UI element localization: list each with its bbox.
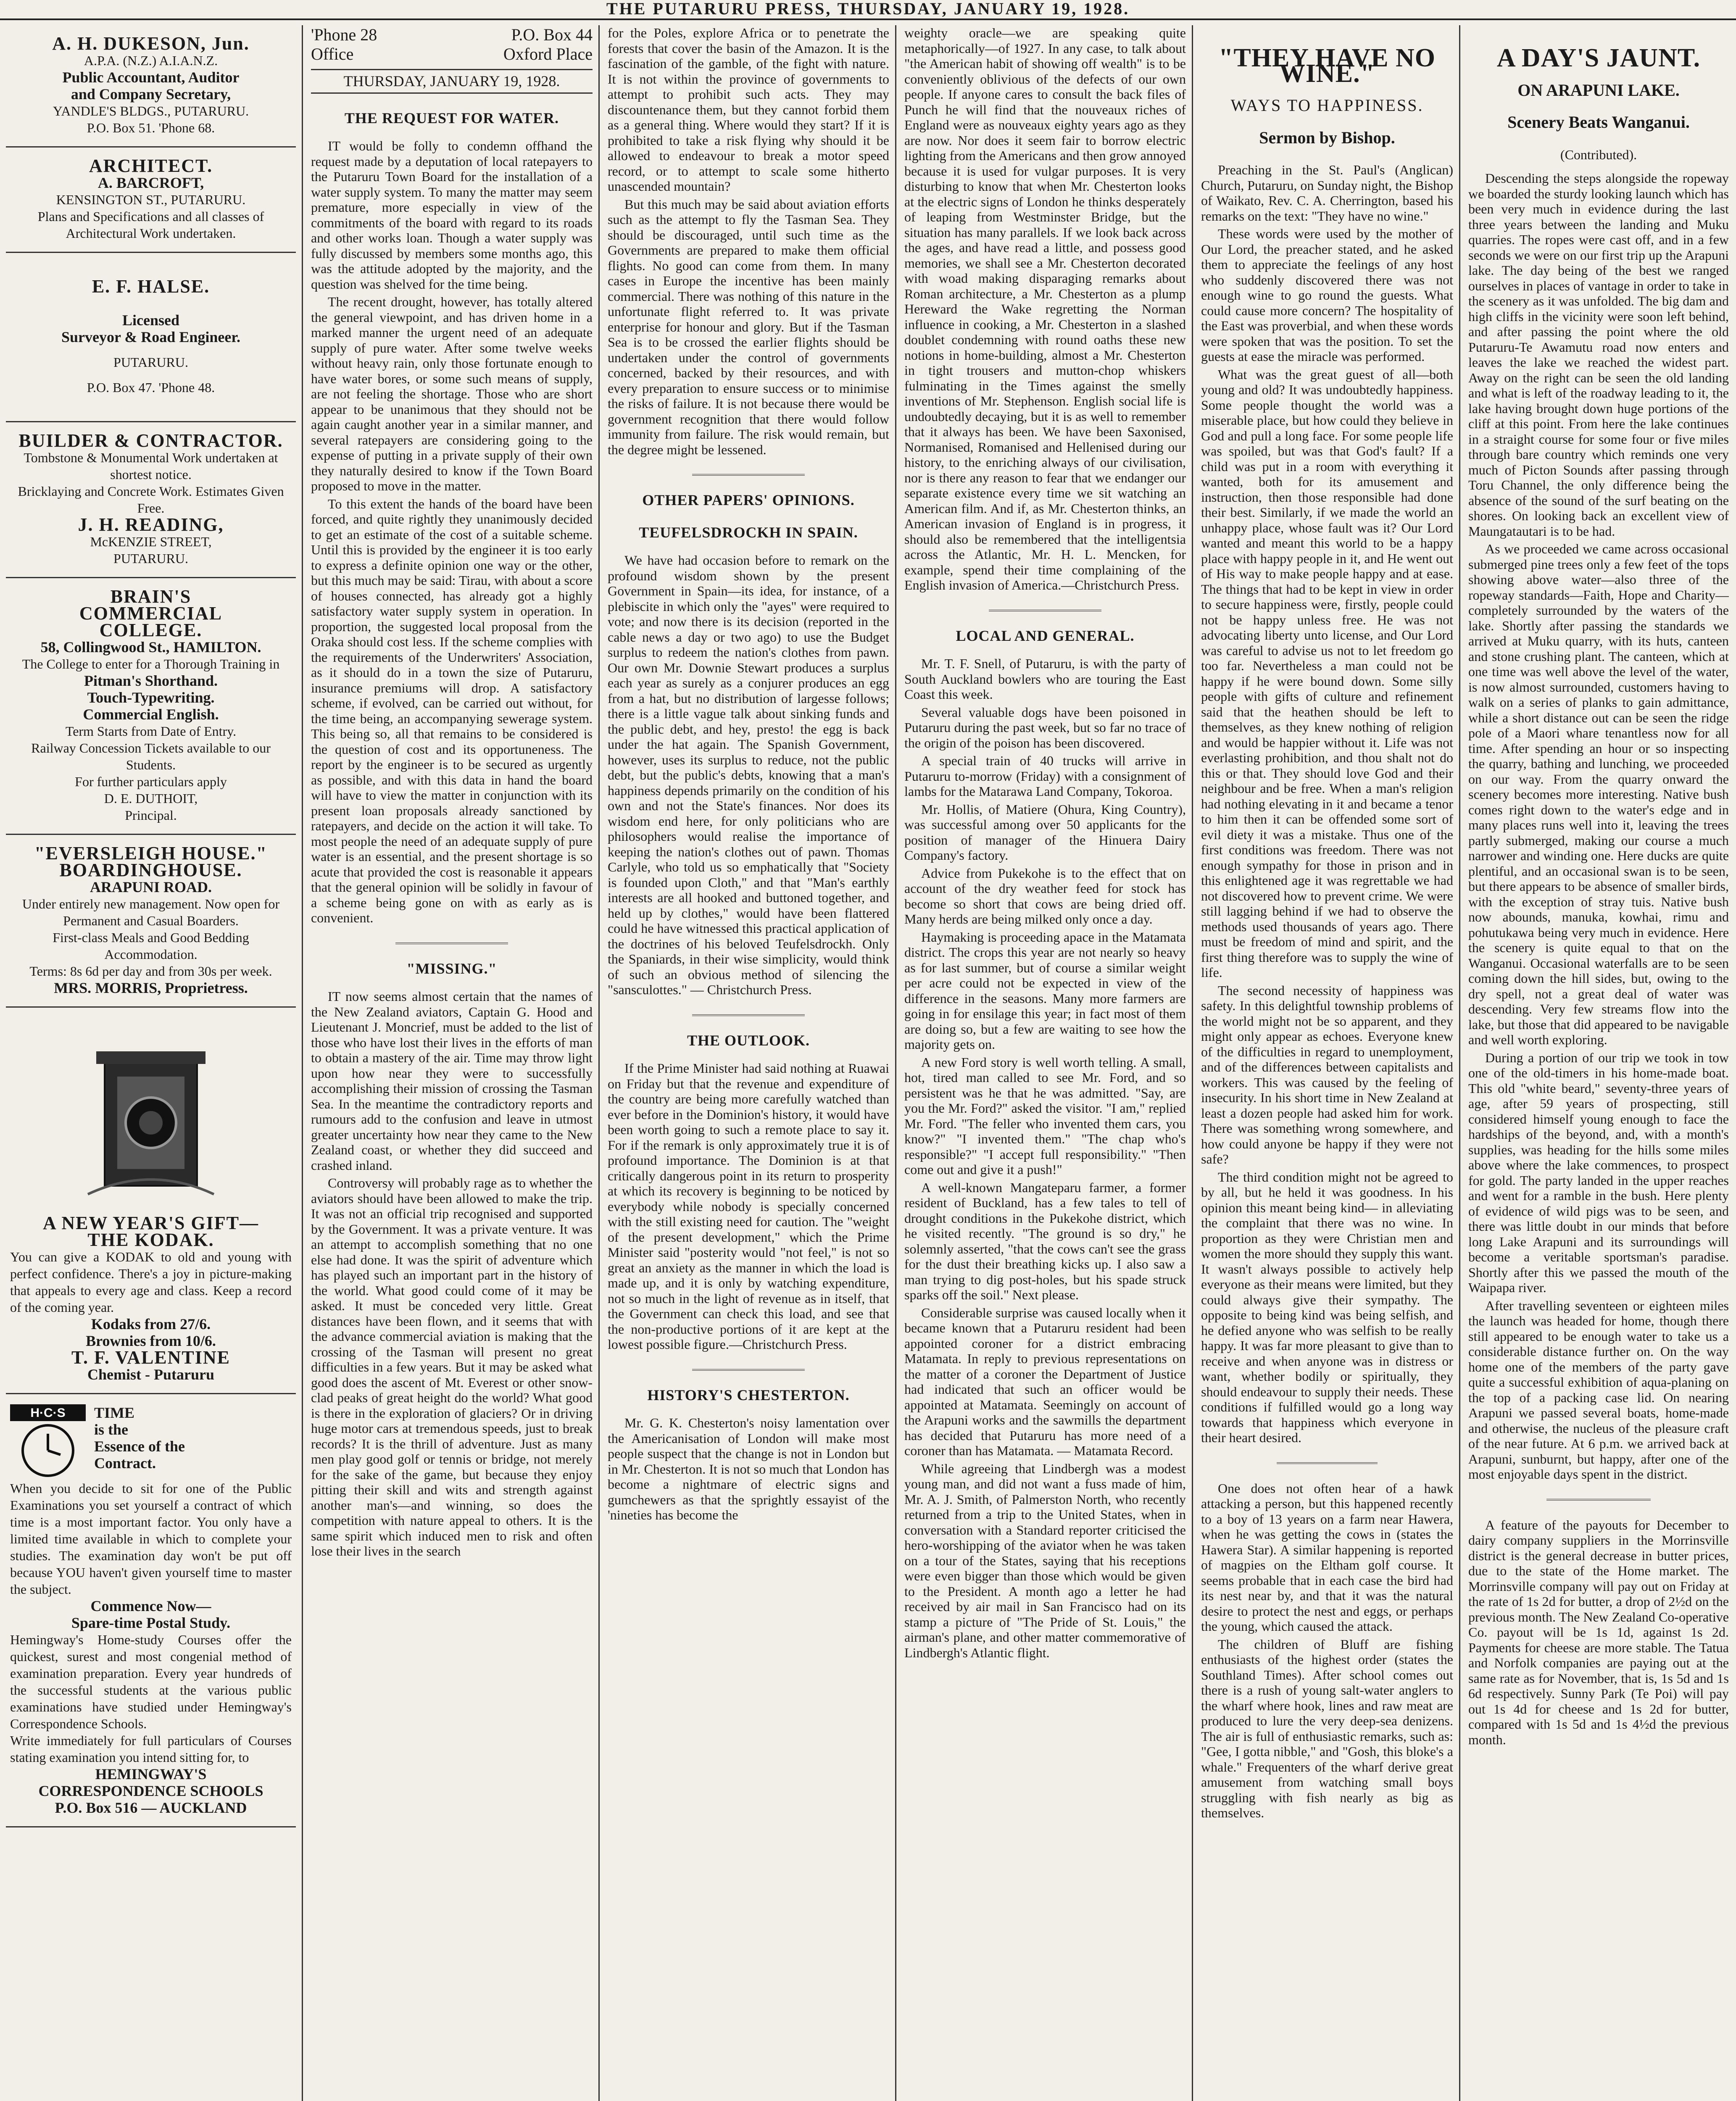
- editorial-column: [311, 25, 593, 2101]
- ad-college-heading2: COMMERCIAL: [79, 603, 223, 624]
- article-heading: HISTORY'S CHESTERTON.: [647, 1386, 850, 1403]
- local-general-column: [904, 25, 1186, 2101]
- article-paragraph: Controversy will probably rage as to whether the aviators should have been allowed to make the trip. It was not an official trip recognised and supported by the Government. It was a private venture. It was an attempt to accomplish something that no one else had done. It was the spirit of adventure which has played such an important part in the history of the world. What good could come of it may be asked. It must be conceded very little. Great distances have been flown, and it seems that with the advance commercial aviation is making that the crossing of the Tasman will present no great difficulties in a few years. But it may be asked what good does the ascent of Mt. Everest or other snow-clad peaks of great height do the world? What good is there in the exploration of glaciers? Or in driving huge motor cars at tremendous speeds, just to break records? It is the thrill of adventure. Just as many men play good golf or tennis or bridge, not merely for the sake of the game, but because they enjoy pitting their skill and wits and strength against another man's—and winning, so does the competition with nature appeal to others. It is the same spirit which induced men to risk and often lose their lives in the search: [311, 1175, 593, 1559]
- article-heading: LOCAL AND GENERAL.: [956, 627, 1135, 644]
- ad-architect-name: A. BARCROFT,: [97, 174, 204, 191]
- column-rule: [1459, 25, 1460, 2101]
- news-item: Haymaking is proceeding apace in the Matamata district. The crops this year are not nearly so heavy as for last summer, but of course a similar weight per acre could not be expected in view of the difference in the seasons. Many more farmers are going in for ensilage this year; in fact most of them are doing so, but a few are waiting to see how the majority gets on.: [904, 929, 1186, 1052]
- kodak-camera-illustration: [79, 1026, 222, 1203]
- ad-architect-desc: Plans and Specifications and all classes of Architectural Work undertaken.: [37, 209, 264, 241]
- ad-builder: [6, 422, 296, 578]
- ad-kodak-body: You can give a KODAK to old and young with perfect confidence. There's a joy in picture-making that appeals to every age and class. Keep a record of the coming year.: [10, 1249, 292, 1315]
- editorial-dateline: THURSDAY, JANUARY 19, 1928.: [311, 69, 593, 94]
- ad-halse-phone: P.O. Box 47. 'Phone 48.: [87, 380, 215, 395]
- news-item: A special train of 40 trucks will arrive in Putaruru to-morrow (Friday) with a consignment of lambs for the Matarawa Land Company, Tokoroa.: [904, 753, 1186, 799]
- office-pobox: P.O. Box 44: [511, 25, 593, 44]
- ad-halse-name: E. F. HALSE.: [92, 276, 210, 297]
- ad-hemingway-commence: Commence Now—: [90, 1598, 211, 1614]
- ad-eversleigh-heading2: BOARDINGHOUSE.: [59, 860, 242, 880]
- ad-hemingway-schools1: HEMINGWAY'S: [95, 1766, 207, 1782]
- news-item: While agreeing that Lindbergh was a modest young man, and did not want a fuss made of him, Mr. A. J. Smith, of Palmerston North, who recently returned from a trip to the United States, when in conversation with a Standard reporter criticised the hero-worshipping of the aviator when he was taken on a tour of the States, saying that his receptions were even bigger than those which would be given to the President. A month ago a letter he had received by air mail in San Francisco had on its stamp a picture of "The Pride of St. Louis," the airman's plane, and other matter commemorative of Lindbergh's Atlantic flight.: [904, 1461, 1186, 1660]
- news-item: The children of Bluff are fishing enthusiasts of the highest order (states the Southland Times). After school comes out there is a rush of young salt-water anglers to the wharf where hook, lines and raw meat are produced to lure the very deep-sea denizens. The air is full of enthusiastic remarks, such as: "Gee, I gotta nibble," and "Gosh, this bloke's a whale." Frequenters of the wharf derive great amusement from watching small boys struggling with fish nearly as big as themselves.: [1201, 1636, 1453, 1820]
- section-divider: [395, 943, 508, 944]
- masthead: THE PUTARURU PRESS, THURSDAY, JANUARY 19, 1928.: [0, 0, 1736, 20]
- article-heading: THE OUTLOOK.: [687, 1032, 810, 1049]
- section-divider: [989, 610, 1101, 611]
- jaunt-column: [1468, 25, 1729, 2101]
- ad-college-line5: Term Starts from Date of Entry.: [65, 724, 237, 739]
- article-paragraph: The recent drought, however, has totally altered the general viewpoint, and has driven home in a marked manner the urgent need of an adequate supply of pure water. After some twelve weeks without heavy rain, only those fortunate enough to have water bores, or some such means of supply, are not feeling the shortage. Those who are short appear to be unanimous that they should not be again caught another year in a similar manner, and several ratepayers are considering going to the expense of putting in a private supply of their own they naturally desired to know if the Town Board proposed to move in the matter.: [311, 294, 593, 493]
- article-paragraph: These words were used by the mother of Our Lord, the preacher stated, and he asked them to appreciate the feelings of any host who suddenly discovered there was not enough wine to go round the guests. What could cause more concern? The hospitality of the East was proverbial, and when these words were spoken that was the position. To set the guests at ease the miracle was performed.: [1201, 226, 1453, 364]
- news-item: A well-known Mangateparu farmer, a former resident of Buckland, has a few tales to tell of drought conditions in the Pukekohe district, which he visited recently. "The ground is so dry," he solemnly asserted, "that the cows can't see the grass for the dust their breathing kicks up. I also saw a man trying to dig post-holes, but his spade struck sparks off the soil." Next please.: [904, 1180, 1186, 1302]
- article-paragraph: for the Poles, explore Africa or to penetrate the forests that cover the basin of the Amazon. It is the fascination of the gamble, of the fight with nature. It is not within the province of governments to attempt to prohibit such acts. They may discountenance them, but they cannot forbid them as a general thing. Where would they start? If it is prohibited to take a risk flying why should it be allowed to endeavour to break a motor speed record, or to attempt to scale some hitherto unascended mountain?: [608, 25, 889, 194]
- ad-hemingway-box: P.O. Box 516 — AUCKLAND: [55, 1799, 247, 1816]
- article-heading: OTHER PAPERS' OPINIONS.: [642, 492, 855, 508]
- article-headline: "THEY HAVE NO WINE.": [1219, 44, 1436, 88]
- article-paragraph: If the Prime Minister had said nothing at Ruawai on Friday but that the revenue and expenditure of the country are being more carefully watched than ever before in the Dominion's history, it would have been worth going to such a remote place to say it. For if the remark is only approximately true it is of profound importance. The Dominion is at that critically dangerous point in its return to prosperity at which its recovery is beginning to be noticed by everybody while nobody is specially concerned with the still existing need for caution. The "weight of the present development," which the Prime Minister said "posterity would "not feel," is not so great an anxiety as the manner in which the load is made up, and it is only by watching expenditure, not so much in the light of revenue as in itself, that the Government can check this load, and see that the non-productive portions of it are kept at the lowest possible figure.—Christchurch Press.: [608, 1061, 889, 1352]
- news-item: Advice from Pukekohe is to the effect that on account of the dry weather feed for stock has become so short that cows are being dried off. Many herds are being milked only once a day.: [904, 865, 1186, 927]
- ad-hemingway: [6, 1394, 296, 1827]
- ad-halse-place: PUTARURU.: [113, 355, 188, 370]
- ad-college-line7: For further particulars apply: [75, 774, 227, 789]
- section-divider: [1546, 1499, 1651, 1501]
- ad-college-heading3: COLLEGE.: [99, 620, 203, 640]
- article-heading: THE REQUEST FOR WATER.: [344, 109, 559, 126]
- ad-hemingway-body: When you decide to sit for one of the Public Examinations you set yourself a contract of which time is a most important factor. You only have a limited time available in which to complete your studies. The examination day won't be put off because YOU haven't given yourself time to master the subject.: [10, 1481, 292, 1597]
- ad-hemingway-title3: Essence of the: [94, 1438, 185, 1455]
- article-paragraph: Descending the steps alongside the ropeway we boarded the sturdy looking launch which has been very much in evidence during the last three years between the landing and Muku quarries. The ropes were cast off, and in a few seconds we were on our first trip up the Arapuni lake. The day being of the best we ranged ourselves in places of vantage in order to take in the scenery as it was unfolded. The big dam and high cliffs in the vicinity were soon left behind, and after passing the point where the old Putaruru-Te Awamutu road now enters and leaves the lake we reached the widest part. Away on the right can be seen the old landing and what is left of the roadway leading to it, the lake having brought down huge portions of the cliff at this point. From here the lake continues in a straight course for some four or five miles through bare country which reminds one very much of Picton Sounds after passing through Toru Channel, the only difference being the absence of the sound of the surf beating on the shores. On looking back an excellent view of Maungatautari is to be had.: [1468, 171, 1729, 539]
- ad-dukeson-phone: P.O. Box 51. 'Phone 68.: [87, 120, 215, 135]
- ad-builder-place: PUTARURU.: [113, 551, 188, 566]
- ad-kodak-heading2: THE KODAK.: [87, 1230, 214, 1250]
- ad-hemingway-header: [10, 1404, 292, 1480]
- ad-college-line2: Pitman's Shorthand.: [84, 672, 218, 689]
- ad-eversleigh-road: ARAPUNI ROAD.: [90, 879, 212, 895]
- ad-halse-line1: Licensed: [122, 312, 179, 329]
- ad-kodak-chemist2: Chemist - Putaruru: [87, 1366, 214, 1383]
- ad-hemingway-title1: TIME: [94, 1404, 135, 1421]
- article-paragraph: IT would be folly to condemn offhand the request made by a deputation of local ratepayers to the Putaruru Town Board for the installation of a water supply system. To many the matter may seem premature, more especially in view of the commitments of the board with regard to its roads and other works loan. Though a water supply was fully discussed by members some months ago, this was the attitude adopted by the majority, and the question was shelved for the time being.: [311, 138, 593, 292]
- ad-college-line4: Commercial English.: [83, 706, 219, 723]
- ad-hemingway-body3: Write immediately for full particulars of Courses stating examination you intend sitting for, to: [10, 1733, 292, 1765]
- news-item: A new Ford story is well worth telling. A small, hot, tired man called to see Mr. Ford, and so persistent was he that he was admitted. "Say, are you the Mr. Ford?" asked the visitor. "I am," replied Mr. Ford. "The feller who invented them cars, you know?" "I invented them." "The chap who's responsible?" "I accept full responsibility." "Then come out and give it a push!": [904, 1054, 1186, 1177]
- ad-dukeson-title2: and Company Secretary,: [71, 86, 231, 103]
- ad-college-line6: Railway Concession Tickets available to our Students.: [31, 740, 271, 772]
- ad-college-principal-title: Principal.: [125, 808, 177, 823]
- ad-architect-address: KENSINGTON ST., PUTARURU.: [56, 192, 246, 207]
- office-contact: [311, 25, 593, 45]
- ad-hemingway-body2: Hemingway's Home-study Courses offer the quickest, surest and most congenial method of examination preparation. Every year hundreds of the successful students at the various public examinations have studied under Hemingway's Correspondence Schools.: [10, 1632, 292, 1731]
- ad-eversleigh-proprietor: MRS. MORRIS, Proprietress.: [54, 979, 248, 996]
- opinions-column: [608, 25, 889, 2101]
- article-paragraph: What was the great guest of all—both young and old? It was undoubtedly happiness. Some people thought the world was a miserable place, but how could they believe in God and pull a long face. For some people life was spoiled, but was that God's fault? If a child was put in a room with everything it wanted, both for its amusement and instruction, then those responsible had done their best. Similarly, if we made the world an unhappy place, whose fault was it? Our Lord wanted and meant this world to be a happy place with happy people in it, and He went out of His way to make people happy and at ease. The things that had to be kept in view in order to secure happiness were, firstly, people could not be happy unless free. He was not advocating liberty unto license, and Our Lord was careful to advise us not to let freedom go too far. Nevertheless a man could not be happy if he were bound down. Some silly people with gifts of culture and refinement said that the heathen should be left to themselves, as they knew nothing of religion and would be happier without it. Life was not everlasting prohibition, and thou shalt not do this or that. They should love God and their neighbour and be free. When a man's religion had nothing elevating in it and became a tenor to him then it can be offended some sort of evil diety it was a mistake. Thus one of the first conditions was freedom. There was not enough sympathy for those in prison and in this enlightened age it was regrettable we had not discovered how to prevent crime. We were still lagging behind if we had to observe the methods used thousands of years ago. There must be freedom of mind and spirit, and the first thing therefore was to supply the wine of life.: [1201, 366, 1453, 980]
- ad-kodak: [6, 1008, 296, 1394]
- column-rule: [895, 25, 896, 2101]
- article-paragraph: weighty oracle—we are speaking quite metaphorically—of 1927. In any case, to talk about "the American habit of showing off wealth" is to be conveniently oblivious of the defects of our own people. If anyone cares to consult the back files of Punch he will find that the nouveaux riches of England were as nouveaux eighty years ago as they are now. Nor does it seem fair to borrow electric lighting from the Americans and then grow annoyed because it is used for vulgar purposes. It is very disturbing to know that when Mr. Chesterton looks at the electric signs of London he thinks desperately of leaping from Westminster Bridge, but the situation has many parallels. If we look back across the ages, and have read a little, and possess good memories, we shall see a Mr. Chesterton decorated with woad making disparaging remarks about Roman architecture, a Mr. Chesterton as a plump Hereward the Wake regretting the Norman influence in cooking, a Mr. Chesterton in a slashed doublet condemning with round oaths these new notions in home-building, almost a Mr. Chesterton in tight trousers and mutton-chop whiskers fulminating in the Times against the smelly inventions of Mr. Stephenson. English social life is undoubtedly decaying, but it is as well to remember that it always has been. We have been Saxonised, Normanised, Romanised and Hellenised during our history, to the enriching always of our civilisation, nor is there any reason to fear that we endanger our separate existence every time we sit watching an American film. And if, as Mr. Chesterton thinks, an American invasion of England is in progress, it should also be remembered that the intelligentsia across the Atlantic, Mr. H. L. Mencken, for example, spend their time complaining of the English invasion of America.—Christchurch Press.: [904, 25, 1186, 592]
- ad-kodak-price1: Kodaks from 27/6.: [91, 1316, 211, 1332]
- article-subheading: ON ARAPUNI LAKE.: [1517, 80, 1680, 100]
- ads-column: [6, 25, 296, 2101]
- article-subheading: Sermon by Bishop.: [1259, 128, 1395, 147]
- ad-eversleigh-line3: Terms: 8s 6d per day and from 30s per week.: [29, 964, 272, 979]
- sermon-column: [1201, 25, 1453, 2101]
- hcs-logo-icon: [10, 1404, 86, 1480]
- ad-kodak-chemist: T. F. VALENTINE: [71, 1347, 231, 1368]
- hcs-logo-text: H·C·S: [30, 1406, 66, 1420]
- article-paragraph: Mr. G. K. Chesterton's noisy lamentation over the Americanisation of London will make most people suspect that the change is not in London but in Mr. Chesterton. It is not so much that London has become a nightmare of electric signs and gumchewers as that the sprightly essayist of the 'nineties has become the: [608, 1415, 889, 1522]
- news-item: Several valuable dogs have been poisoned in Putaruru during the past week, but so far no trace of the origin of the poison has been discovered.: [904, 704, 1186, 750]
- ad-college-principal: D. E. DUTHOIT,: [104, 791, 198, 806]
- ad-hemingway-title4: Contract.: [94, 1455, 156, 1472]
- article-paragraph: We have had occasion before to remark on the profound wisdom shown by the present Government in Spain—its idea, for instance, of a plebiscite in which only the "ayes" were required to vote; and now there is its decision (reported in the cable news a day or two ago) to use the Budget surplus to redeem the nation's clothes from pawn. Our own Mr. Downie Stewart produces a surplus each year as surely as a conjurer produces an egg from a hat, but no distribution of largesse follows; there is a little vague talk about sinking funds and the public debt, and hey, presto! the egg is back under the hat again. The Spanish Government, however, uses its surplus to reduce, not the public debt, but the public's debts, knowing that a man's happiness depends primarily on the condition of his own and not the State's finances. Nor does its wisdom end here, for only politicians who are philosophers would realise the importance of keeping the nation's clothes out of pawn. Thomas Carlyle, who told us so emphatically that "Society is founded upon Cloth," and that "Man's earthly interests are all hooked and buttoned together, and held up by clothes," would have been flattered could he have witnessed this practical application of the doctrines of his beloved Teufelsdrockh. Only the Spaniards, in their wise simplicity, would think of such an obvious method of silencing the "sansculottes." — Christchurch Press.: [608, 553, 889, 997]
- article-paragraph: The third condition might not be agreed to by all, but he held it was goodness. In his opinion this meant being kind— in alleviating the complaint that there was no wine. In proportion as they were Christian men and women the more should they supply this want. It wasn't always possible to actively help everyone as their means were limited, but they could always give their sympathy. The opposite to being kind was being selfish, and he defied anyone who was selfish to be really happy. It was far more pleasant to give than to receive and when anyone was in distress or want, whether bodily or spiritually, they should endeavour to supply their needs. These conditions if fulfilled would go a long way towards that happiness which everyone in their heart desired.: [1201, 1169, 1453, 1445]
- article-subheading: WAYS TO HAPPINESS.: [1230, 96, 1424, 115]
- ad-hemingway-spare: Spare-time Postal Study.: [71, 1614, 231, 1631]
- ad-hemingway-title2: is the: [94, 1421, 128, 1438]
- ad-halse-line2: Surveyor & Road Engineer.: [61, 329, 241, 345]
- ad-builder-heading: BUILDER & CONTRACTOR.: [18, 430, 283, 451]
- ad-builder-line2: Bricklaying and Concrete Work. Estimates Given Free.: [18, 484, 284, 516]
- ad-architect: [6, 147, 296, 253]
- ad-kodak-price2: Brownies from 10/6.: [86, 1332, 216, 1349]
- article-paragraph: As we proceeded we came across occasional submerged pine trees only a few feet of the tops showing above water—also three of the ropeway standards—Faith, Hope and Charity—completely surrounded by the waters of the lake. Shortly after passing the standards we arrived at Muku quarry, with its huts, canteen and stone crushing plant. The canteen, which at one time was well above the level of the water, is now almost surrounded, customers having to walk on a series of planks to gain admittance, while a short distance out can be seen the ridge pole of a Maori whare tenantless now for all time. After spending an hour or so inspecting the quarry, bathing and lunching, we proceeded on our way. From the quarry onward the scenery becomes more interesting. Native bush comes right down to the water's edge and in many places runs well into it, leaving the trees partly submerged, making our course a much narrower and winding one. Here ducks are quite plentiful, and an occasional swan is to be seen, but there appears to be absence of smaller birds, with the exception of stray tuis. Native bush now abounds, manuka, kowhai, rimu and pohutukawa being very much in evidence. Here the scenery is quite equal to that on the Wanganui. Occasional waterfalls are to be seen coming down the hill sides, but, owing to the dry spell, not a great deal of water was descending. Very few streams flow into the lake, but those that did appeared to be navigable and well worth exploring.: [1468, 541, 1729, 1047]
- article-paragraph: After travelling seventeen or eighteen miles the launch was headed for home, though there still appeared to be enough water to take us a considerable distance further on. On the way home one of the members of the party gave quite a successful exhibition of aqua-planing on the top of a packing case lid. On nearing Arapuni we passed several boats, home-made and otherwise, the nucleus of the pleasure craft of the near future. At 6 p.m. we arrived back at Arapuni, sunburnt, but happy, after one of the most enjoyable days spent in the district.: [1468, 1298, 1729, 1482]
- office-place: Oxford Place: [503, 45, 593, 63]
- article-paragraph: To this extent the hands of the board have been forced, and quite rightly they unanimously decided to get an estimate of the cost of a suitable scheme. Until this is provided by the engineer it is too early to express a definite opinion one way or the other, but this much may be said: Tirau, with about a score of houses connected, has already got a highly satisfactory water supply system in operation. In proportion, the suggested local proposal from the Oraka should cost less. If the scheme complies with the requirements of the Underwriters' Association, as it should do in a town the size of Putaruru, insurance premiums will drop. A satisfactory scheme, if evolved, can be carried out without, for the time being, an accompanying sewerage system. This being so, all that remains to be considered is the question of cost and its opportuneness. The report by the engineer is to be secured as urgently as possible, and with this data in hand the board will have to view the matter in conjunction with its present loan proposals already sanctioned by ratepayers, and decide on the action it will take. To most people the need of an adequate supply of pure water is an essential, and the present shortage is so acute that provided the cost is reasonable it appears that the general opinion will be solidly in favour of a scheme being gone on with as early as is convenient.: [311, 496, 593, 925]
- ad-dukeson: [6, 25, 296, 147]
- article-paragraph: Preaching in the St. Paul's (Anglican) Church, Putaruru, on Sunday night, the Bishop of Waikato, Rev. C. A. Cherrington, based his remarks on the text: "They have no wine.": [1201, 162, 1453, 224]
- article-paragraph: The second necessity of happiness was safety. In this delightful township problems of the world might not be so apparent, and they might only appear as echoes. Everyone knew of the difficulties in regard to unemployment, and of the differences between capitalists and workers. This was caused by the feeling of insecurity. In his short time in New Zealand at least a dozen people had asked him for work. There was something wrong somewhere, and how could anyone be happy if they were not safe?: [1201, 982, 1453, 1166]
- ad-college-heading1: BRAIN'S: [110, 586, 192, 607]
- ad-eversleigh: [6, 835, 296, 1008]
- office-phone: 'Phone 28: [311, 25, 377, 44]
- office-address: [311, 45, 593, 64]
- ad-college-line1: The College to enter for a Thorough Training in: [22, 656, 280, 671]
- section-divider: [692, 1014, 805, 1016]
- news-item: A feature of the payouts for December to dairy company suppliers in the Morrinsville district is the general decrease in butter prices, due to the state of the Home market. The Morrinsville company will pay out on Friday at the rate of 1s 2d for butter, a drop of 2½d on the previous month. The New Zealand Co-operative Co. payout will be 1s 1d, against 1s 2d. Payments for cheese are more stable. The Tatua and Norfolk companies are paying out at the same rate as for November, that is, 1s 5d and 1s 6d respectively. Sunny Park (Te Poi) will pay out 1s 4d for cheese and 1s 2d for butter, compared with 1s 5d and 1s 4½d the previous month.: [1468, 1517, 1729, 1747]
- column-rule: [598, 25, 600, 2101]
- ad-college-line3: Touch-Typewriting.: [87, 689, 215, 706]
- article-subheading: TEUFELSDROCKH IN SPAIN.: [639, 524, 858, 541]
- ad-dukeson-name: A. H. DUKESON, Jun.: [52, 33, 250, 54]
- ad-builder-address: McKENZIE STREET,: [90, 534, 212, 549]
- column-rule: [1192, 25, 1193, 2101]
- ad-college: [6, 578, 296, 835]
- ad-kodak-heading1: A NEW YEAR'S GIFT—: [43, 1213, 259, 1233]
- ad-dukeson-quals: A.P.A. (N.Z.) A.I.A.N.Z.: [84, 53, 218, 68]
- ad-builder-name: J. H. READING,: [78, 514, 224, 535]
- news-item: One does not often hear of a hawk attacking a person, but this happened recently to a boy of 13 years on a farm near Hawera, when he was getting the cows in (states the Hawera Star). A similar happening is reported of magpies on the Eltham golf course. It seems probable that in each case the bird had its nest near by, and that it was the natural desire to protect the nest and eggs, or perhaps the young, which caused the attack.: [1201, 1480, 1453, 1634]
- office-label: Office: [311, 45, 354, 63]
- section-divider: [692, 1369, 805, 1371]
- article-paragraph: During a portion of our trip we took in tow one of the old-timers in his home-made boat. This old "white beard," seventy-three years of age, after 59 years of prospecting, still considered himself young enough to face the hardships of the beyond, and, with a month's supplies, was heading for the hills some miles above where the lake commences, to prospect for gold. The party landed in the upper reaches and went for a ramble in the bush. Here plenty of evidence of wild pigs was to be seen, and there was little doubt in our minds that before long Lake Arapuni and its surroundings will become a veritable sportsman's paradise. Shortly after this we passed the mouth of the Waipapa river.: [1468, 1050, 1729, 1295]
- ad-architect-heading: ARCHITECT.: [89, 155, 213, 176]
- news-item: Considerable surprise was caused locally when it became known that a Putaruru resident had been appointed coroner for a district embracing Matamata. In reply to previous representations on the matter of a coroner the Department of Justice had indicated that such an officer would be appointed at Matamata. Seemingly on account of the Arapuni works and the sawmills the department has decided that Putaruru has more need of a coroner than has Matamata. — Matamata Record.: [904, 1305, 1186, 1458]
- article-heading: "MISSING.": [406, 960, 497, 977]
- ad-college-address: 58, Collingwood St., HAMILTON.: [40, 639, 261, 656]
- article-byline: (Contributed).: [1560, 147, 1637, 162]
- ad-builder-line1: Tombstone & Monumental Work undertaken at shortest notice.: [24, 450, 278, 482]
- ad-eversleigh-line2: First-class Meals and Good Bedding Accommodation.: [53, 930, 249, 962]
- ad-eversleigh-heading1: "EVERSLEIGH HOUSE.": [34, 843, 267, 864]
- article-paragraph: But this much may be said about aviation efforts such as the attempt to fly the Tasman Sea. They should be discouraged, until such time as the Governments are prepared to make them official flights. No good can come from them. In many cases in Europe the incentive has been mainly commercial. There was nothing of this nature in the unfortunate flight referred to. It was private enterprise for honour and glory. But if the Tasman Sea is to be crossed the earlier flights should be undertaken under the control of governments concerned, backed by their resources, and with every preparation to ensure success or to minimise the risks of failure. It is not because there would be government recognition that there would follow immunity from failure. The risk would remain, but the degree might be lessened.: [608, 196, 889, 457]
- ad-hemingway-schools2: CORRESPONDENCE SCHOOLS: [38, 1782, 263, 1799]
- article-headline: A DAY'S JAUNT.: [1496, 44, 1701, 72]
- article-subheading: Scenery Beats Wanganui.: [1507, 113, 1690, 132]
- ad-dukeson-address: YANDLE'S BLDGS., PUTARURU.: [53, 103, 249, 118]
- news-item: Mr. T. F. Snell, of Putaruru, is with the party of South Auckland bowlers who are touring the East Coast this week.: [904, 656, 1186, 702]
- ad-eversleigh-line1: Under entirely new management. Now open for Permanent and Casual Boarders.: [22, 896, 280, 928]
- column-rule: [302, 25, 303, 2101]
- ad-dukeson-title: Public Accountant, Auditor: [62, 69, 240, 86]
- ad-halse: [6, 253, 296, 422]
- article-paragraph: IT now seems almost certain that the names of the New Zealand aviators, Captain G. Hood and Lieutenant J. Moncrief, must be added to the list of those who have lost their lives in the efforts of man to obtain a mastery of the air. Time may throw light upon how near they were to successfully accomplishing their mission of crossing the Tasman Sea. In the meantime the contradictory reports and rumours add to the confusion and leave in utmost greater uncertainty how near they came to the New Zealand coast, or whether they did succeed and crashed inland.: [311, 989, 593, 1173]
- news-item: Mr. Hollis, of Matiere (Ohura, King Country), was successful among over 50 applicants for the position of manager of the Hinuera Dairy Company's factory.: [904, 801, 1186, 863]
- section-divider: [1277, 1462, 1378, 1464]
- section-divider: [692, 474, 805, 476]
